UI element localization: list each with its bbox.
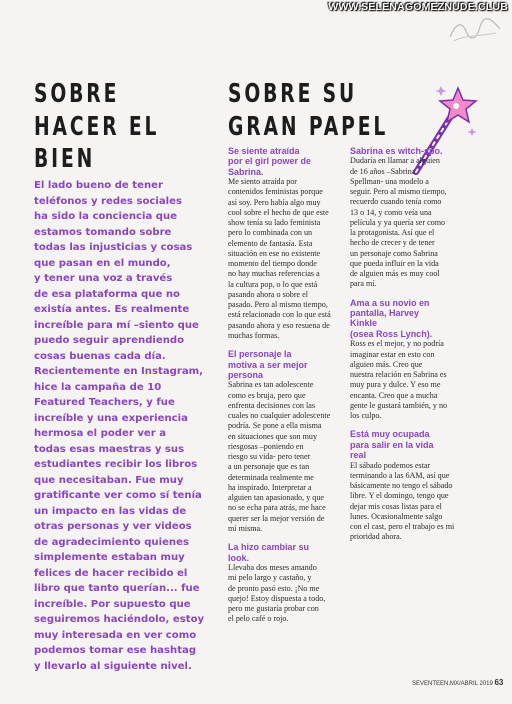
- intro-line: felices de hacer recibido el: [34, 567, 188, 579]
- subheading-line: (osea Ross Lynch).: [350, 328, 433, 339]
- body-line: nuestra relación en Sabrina es: [350, 370, 447, 380]
- section-body: [350, 339, 472, 421]
- subheading-line: por el girl power de: [228, 156, 312, 167]
- body-line: hecho de crecer y de tener: [350, 238, 435, 248]
- intro-line: y llevarlo al siguiente nivel.: [34, 660, 192, 672]
- subheading-line: Está muy ocupada: [350, 429, 430, 440]
- left-column-text: [34, 178, 214, 674]
- body-line: seguir. Pero al mismo tiempo,: [350, 187, 447, 197]
- body-line: Llevaba dos meses amando: [228, 563, 317, 572]
- left-heading-line: HACER EL: [34, 111, 160, 142]
- subheading-line: real: [350, 450, 367, 461]
- body-line: pero lo combinada con un: [228, 228, 313, 238]
- body-line: pasando ahora y eso resuena de: [228, 320, 330, 330]
- section-subheading: [228, 542, 350, 563]
- subheading-line: Sabrina.: [228, 166, 264, 177]
- body-line: Dudaría en llamar a alguien: [350, 156, 440, 166]
- section-subheading: [228, 349, 350, 380]
- intro-line: muy interesada en ver como: [34, 629, 197, 641]
- body-line: para mí.: [350, 279, 377, 289]
- body-line: alguien tan apasionado, y que: [228, 493, 324, 503]
- body-line: riesgo su vida- pero tener: [228, 452, 311, 462]
- body-line: determinada realmente me: [228, 472, 314, 482]
- body-line: Ross es el mejor, y no podría: [350, 339, 444, 349]
- intro-line: que necesitaban. Fue muy: [34, 474, 184, 486]
- body-line: recuerdo cuando tenía como: [350, 197, 442, 207]
- body-line: gente le gustará también, y no: [350, 400, 448, 410]
- intro-line: simplemente estaban muy: [34, 552, 185, 563]
- subheading-line: La hizo cambiar su: [228, 542, 310, 553]
- subheading-line: El personaje la: [228, 349, 292, 360]
- intro-line: hermosa el poder ver a: [34, 428, 167, 439]
- subheading-line: Ama a su novio en: [350, 297, 430, 308]
- subheading-line: pantalla, Harvey: [350, 308, 420, 319]
- section-subheading: [350, 298, 472, 340]
- left-heading-line: SOBRE: [34, 79, 120, 109]
- body-line: pero me gustaría probar con: [228, 604, 319, 613]
- body-line: como es bruja, pero que: [228, 390, 306, 400]
- column-two: [350, 146, 472, 543]
- intro-line: increíble. Por supuesto que: [34, 598, 191, 610]
- body-line: pasando ahora o sobre el: [228, 289, 309, 299]
- body-line: encanta. Creo que a mucha: [350, 390, 438, 400]
- body-line: terminando a las 6AM, así que: [350, 470, 450, 480]
- intro-line: ha sido la conciencia que: [34, 211, 178, 222]
- intro-line: y tener una voz a través: [34, 273, 173, 284]
- body-line: mi pelo largo y castaño, y: [228, 573, 312, 583]
- right-heading-line: SOBRE SU: [228, 79, 358, 109]
- section-body: [228, 177, 350, 341]
- intro-line: un impacto en las vidas de: [34, 505, 187, 517]
- body-line: Sabrina es tan adolescente: [228, 380, 314, 390]
- body-line: así soy. Pero había algo muy: [228, 197, 321, 207]
- section-body: [228, 380, 350, 534]
- subheading-line: persona: [228, 370, 264, 381]
- body-line: Spellman- una modelo a: [350, 176, 429, 186]
- body-line: cool sobre el hecho de que este: [228, 207, 329, 217]
- body-line: querer ser la mejor versión de: [228, 513, 325, 523]
- intro-line: que pasan en el mundo,: [34, 257, 171, 269]
- intro-line: seguiremos haciéndolo, estoy: [34, 614, 205, 625]
- intro-line: increíble y una experiencia: [34, 412, 188, 424]
- body-line: libre. Y el domingo, tengo que: [350, 491, 449, 501]
- intro-line: puedo seguir aprendiendo: [34, 335, 185, 346]
- subheading-line: Se siente atraída: [228, 146, 300, 156]
- section-subheading: [350, 146, 472, 156]
- footer-source: SEVENTEEN.MX/ABRIL 2019: [412, 681, 493, 687]
- intro-line: de esa plataforma que no: [34, 288, 180, 300]
- body-line: riesgosas –poniendo en: [228, 441, 304, 451]
- right-heading-line: GRAN PAPEL: [228, 111, 389, 142]
- subheading-line: Kinkle: [350, 318, 378, 329]
- left-heading: [34, 78, 159, 176]
- body-line: básicamente no tengo el sábado: [350, 481, 453, 490]
- section-body: [228, 563, 350, 625]
- intro-line: libro que tanto querían... fue: [34, 583, 200, 594]
- intro-line: todas las injusticias y cosas: [34, 242, 193, 253]
- page-number: 63: [494, 678, 504, 687]
- body-line: show tenía su lado feminista: [228, 218, 321, 228]
- body-line: elemento de fantasía. Esta: [228, 238, 313, 248]
- body-line: película y ya quería ser como: [350, 217, 446, 227]
- body-line: 13 o 14, y como veía una: [350, 207, 432, 217]
- signature-scribble: [446, 17, 504, 45]
- body-line: muchas formas.: [228, 330, 280, 340]
- page-footer: [412, 678, 503, 687]
- intro-line: hice la campaña de 10: [34, 381, 162, 393]
- body-line: podría. Se pone a ella misma: [228, 421, 322, 431]
- body-line: la cultura pop, o lo que está: [228, 279, 318, 289]
- section-body: [350, 156, 472, 289]
- intro-line: podemos tomar ese hashtag: [34, 645, 197, 656]
- subheading-line: para salir en la vida: [350, 439, 434, 450]
- body-line: El sábado podemos estar: [350, 460, 431, 470]
- body-line: pasado. Pero al mismo tiempo,: [228, 300, 328, 310]
- body-line: prioridad ahora.: [350, 532, 402, 542]
- intro-line: gratificante ver como sí tenía: [34, 490, 202, 501]
- body-line: Me siento atraída por: [228, 177, 297, 187]
- body-line: los culpo.: [350, 411, 382, 421]
- column-one: [228, 146, 350, 625]
- body-line: está relacionado con lo que está: [228, 310, 331, 320]
- body-line: no hay muchas referencias a: [228, 269, 320, 279]
- intro-line: Recientemente en Instagram,: [34, 366, 203, 377]
- section-subheading: [228, 146, 350, 177]
- section-body: [350, 461, 472, 543]
- intro-line: todas esas maestras y sus: [34, 443, 185, 455]
- body-line: situación en ese no existente: [228, 248, 321, 258]
- body-line: quejo! Estoy dispuesta a todo,: [228, 593, 326, 603]
- section-subheading: [350, 429, 472, 460]
- intro-line: El lado bueno de tener: [34, 180, 163, 191]
- body-line: de 16 años –Sabrina: [350, 166, 416, 176]
- body-line: enfrenta decisiones con las: [228, 400, 315, 410]
- intro-line: estamos tomando sobre: [34, 226, 172, 238]
- body-line: alguien más. Creo que: [350, 359, 423, 369]
- intro-line: cosas buenas cada día.: [34, 350, 166, 362]
- body-line: no se echa para atrás, me hace: [228, 503, 326, 513]
- intro-line: de agradecimiento quienes: [34, 536, 189, 548]
- body-line: el pelo café o rojo.: [228, 614, 289, 624]
- subheading-line: motiva a ser mejor: [228, 359, 308, 370]
- body-line: dejar mis cosas listas para el: [350, 501, 442, 511]
- body-line: con el cast, pero el trabajo es mi: [350, 522, 455, 531]
- body-line: en situaciones que son muy: [228, 431, 318, 441]
- left-heading-line: BIEN: [34, 144, 96, 174]
- body-line: de pronto pasó esto. ¡No me: [228, 583, 320, 593]
- body-line: un personaje como Sabrina: [350, 248, 438, 258]
- body-line: contenidos feministas porque: [228, 187, 323, 197]
- body-line: la protagonista. Así que el: [350, 228, 435, 238]
- subheading-line: Sabrina es witch-spo.: [350, 146, 443, 156]
- body-line: a un personaje que es tan: [228, 462, 310, 472]
- body-line: momento del tiempo donde: [228, 259, 317, 269]
- intro-line: estudiantes recibir los libros: [34, 459, 198, 470]
- body-line: lunes. Ocasionalmente salgo: [350, 511, 443, 521]
- watermark: WWW.SELENAGOMEZNUDE.CLUB: [328, 1, 508, 13]
- body-line: ha inspirado. Interpretar a: [228, 482, 312, 492]
- intro-line: existía antes. Es realmente: [34, 304, 190, 315]
- body-line: que pueda influir en la vida: [350, 258, 439, 268]
- body-line: de alguien más es muy cool: [350, 269, 440, 279]
- body-line: imaginar estar en esto con: [350, 349, 435, 359]
- body-line: mí misma.: [228, 523, 263, 533]
- intro-line: otras personas y ver videos: [34, 521, 192, 532]
- subheading-line: look.: [228, 552, 250, 563]
- right-heading: [228, 78, 388, 143]
- body-line: muy pura y dulce. Y eso me: [350, 380, 441, 390]
- intro-line: Featured Teachers, y fue: [34, 397, 175, 408]
- body-line: cuales no cualquier adolescente: [228, 411, 331, 421]
- intro-line: increíble para mí –siento que: [34, 319, 199, 331]
- intro-line: teléfonos y redes sociales: [34, 195, 182, 207]
